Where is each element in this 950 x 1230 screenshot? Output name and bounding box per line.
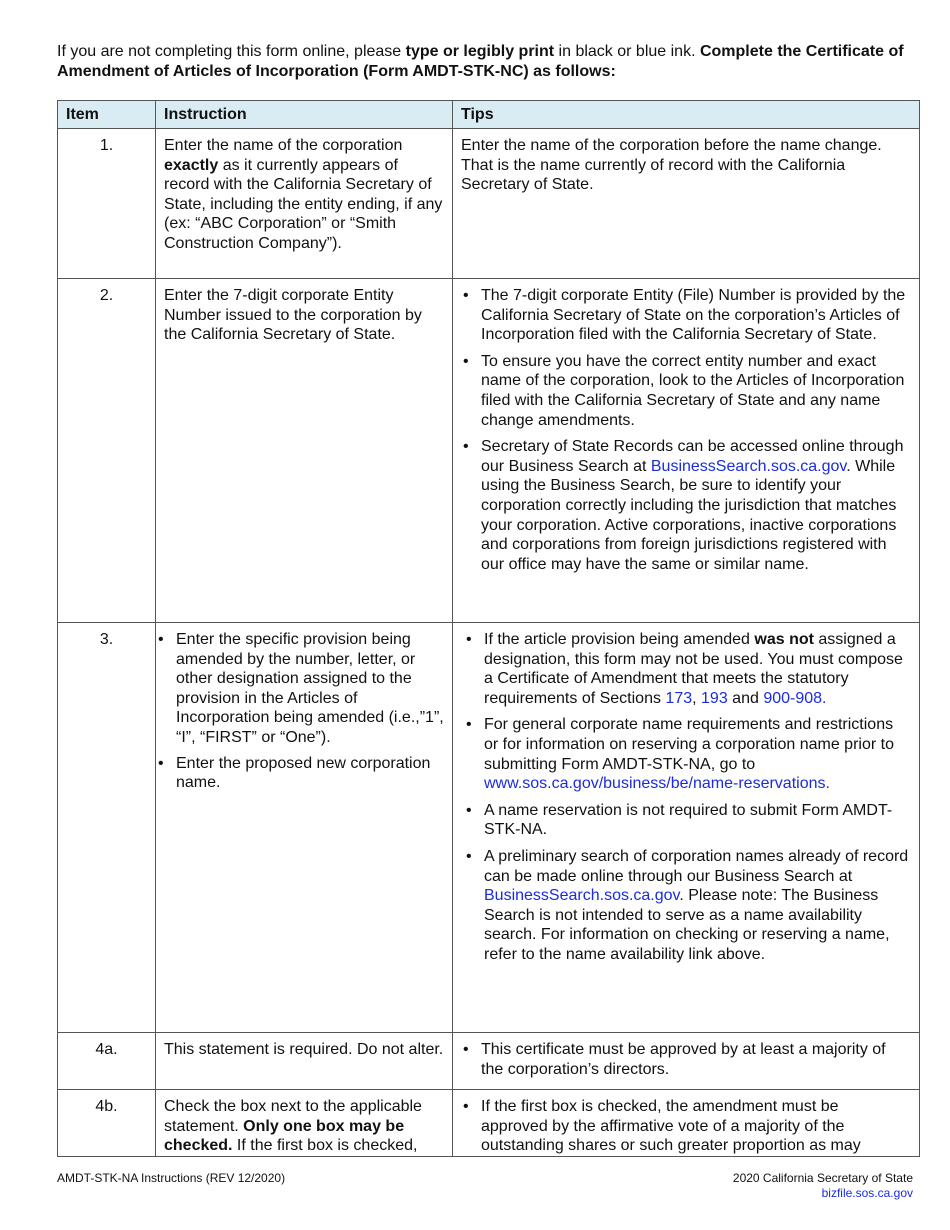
tip-text: . [822,689,827,707]
table-row [58,279,920,623]
tip-text: A preliminary search of corporation names already of record can be made online through our Business Search at [484,847,909,885]
tips-cell [453,1033,920,1090]
tips-cell [453,279,920,623]
tips-list [461,286,909,574]
tip-bold: was not [754,631,814,648]
table-row [58,623,920,1033]
instruction-bullet: • Enter the proposed new corporation name. [176,754,444,793]
section-193-link[interactable]: 193 [701,689,728,707]
instruction-text: Enter the name of the corporation [164,137,403,154]
instruction-text: If the first box is checked, [232,1137,418,1155]
header-instruction: Instruction [156,101,453,129]
business-search-link[interactable]: BusinessSearch.sos.ca.gov [650,457,847,475]
item-number: 4b. [58,1090,156,1157]
tip-bullet: • If the first box is checked, the amendment must be approved by the affirmative vote of a majority of the outstanding shares or such greater proportion as may [481,1097,909,1156]
tip-bullet: • This certificate must be approved by at least a majority of the corporation’s directors. [481,1040,909,1079]
tips-list [461,1097,909,1156]
tip-text: . Please note: The Business Search is not intended to serve as a name availability search. For information on checking or reserving a name, refer to the name availability link above. [484,887,890,963]
tips-cell [453,129,920,279]
tips-list [461,1040,909,1079]
instruction-bold: Only one box may be checked. [164,1117,405,1155]
table-row [58,129,920,279]
section-900-908-link[interactable]: 900-908 [763,689,823,707]
item-number: 4a. [58,1033,156,1090]
intro-text-1: If you are not completing this form online, please [57,43,406,60]
tip-text: Enter the name of the corporation before the name change. That is the name currently of record with the California Secretary of State. [461,137,882,194]
table-header-row [58,101,920,129]
section-173-link[interactable]: 173 [665,689,693,707]
header-item: Item [58,101,156,129]
instruction-list [164,630,444,793]
tip-text: assigned a designation, this form may not be used. You must compose a Certificate of Amendment that meets the statutory requirements of Sections [484,631,903,707]
instruction-cell [156,1090,453,1157]
footer-right [733,1171,913,1201]
tip-bullet [484,847,909,965]
instruction-bold: exactly [164,156,219,174]
instruction-cell: Enter the 7-digit corporate Entity Number issued to the corporation by the California Secretary of State. [156,279,453,623]
instruction-cell: This statement is required. Do not alter. [156,1033,453,1090]
intro-paragraph [57,42,917,82]
item-number: 1. [58,129,156,279]
tip-bullet [481,437,909,574]
tip-bullet [484,630,909,708]
tip-text: . While using the Business Search, be sure to identify your corporation correctly including the jurisdiction that matches your corporation. Active corporations, inactive corporations and corporations from foreign jurisdictions registered with our office may have the same or similar name. [481,457,897,573]
footer-form-id: AMDT-STK-NA Instructions (REV 12/2020) [57,1171,286,1185]
tip-text: Secretary of State Records can be accessed online through our Business Search at [481,438,904,475]
item-number: 3. [58,623,156,1033]
instruction-bullet: • Enter the specific provision being amended by the number, letter, or other designation assigned to the provision in the Articles of Incorporation being amended (i.e.,”1”, “I”, “FIRST” or “One”). [176,630,444,748]
item-number: 2. [58,279,156,623]
footer-copyright: 2020 California Secretary of State [732,1171,913,1185]
intro-bold-1: type or legibly print [405,43,555,60]
tip-bullet [484,715,909,793]
instructions-table [57,100,920,1157]
business-search-link[interactable]: BusinessSearch.sos.ca.gov [484,887,680,905]
tips-list [461,630,909,965]
intro-text-2: in black or blue ink. [554,43,700,60]
instruction-text: Check the box next to the applicable statement. [164,1098,422,1135]
table-row [58,1033,920,1090]
table-row [58,1090,920,1157]
tip-text: , [692,689,702,707]
tip-text: and [727,689,764,707]
header-tips: Tips [453,101,920,129]
instruction-cell [156,129,453,279]
tip-text: If the article provision being amended [484,631,755,648]
tip-bullet: • To ensure you have the correct entity number and exact name of the corporation, look to the Articles of Incorporation filed with the California Secretary of State and any name change amendments. [481,352,909,430]
tip-bullet: • A name reservation is not required to submit Form AMDT-STK-NA. [484,801,909,840]
tip-text: For general corporate name requirements and restrictions or for information on reserving a corporation name prior to submitting Form AMDT-STK-NA, go to [484,716,894,773]
instruction-text: as it currently appears of record with the California Secretary of State, including the entity ending, if any (ex: “ABC Corporation” or “Smith Construction Company”). [164,156,443,252]
instruction-cell [156,623,453,1033]
name-reservations-link[interactable]: www.sos.ca.gov/business/be/name-reservations. [484,775,830,793]
bizfile-link[interactable]: bizfile.sos.ca.gov [821,1186,913,1200]
tips-cell [453,623,920,1033]
tip-bullet: • The 7-digit corporate Entity (File) Number is provided by the California Secretary of State on the corporation’s Articles of Incorporation filed with the California Secretary of State. [481,286,909,345]
tips-cell [453,1090,920,1157]
intro-bold-2: Complete the Certificate of Amendment of Articles of Incorporation (Form AMDT-STK-NC) as follows: [57,43,904,80]
